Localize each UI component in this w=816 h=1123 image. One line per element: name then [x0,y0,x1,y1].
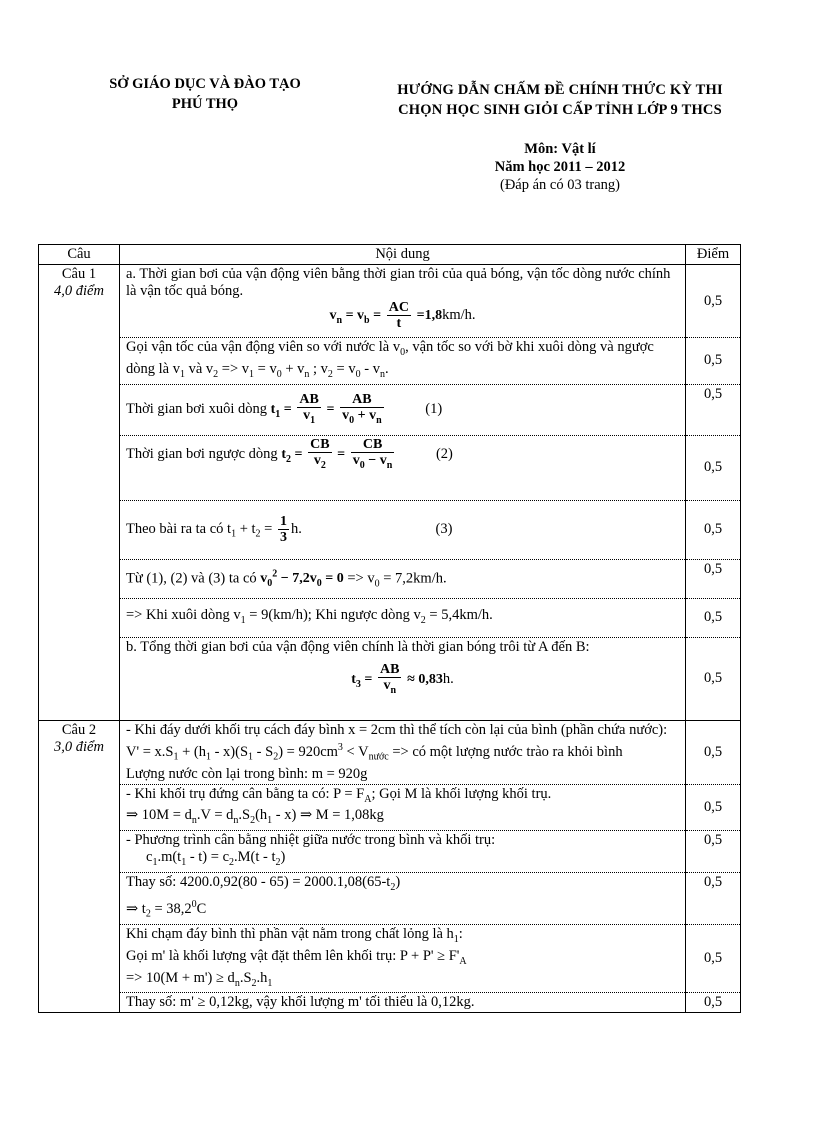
q1-r3-text: Thời gian bơi xuôi dòng [126,401,267,418]
content-cell: Khi chạm đáy bình thì phần vật nằm trong chất lỏng là $h_1$: Gọi m' là khối lượng vật đặt thêm lên khối trụ: $P + P' \ge F'_A$ => $10(M + m') \ge d_n.S_2.h_1$ [120,924,686,993]
pages-note: (Đáp án có 03 trang) [500,177,620,193]
q1-r1-text: a. Thời gian bơi của vận động viên bằng thời gian trôi của quả bóng, vận tốc dòng nước chính là vận tốc quả bóng. [126,266,671,299]
score-cell: 0,5 [686,720,741,784]
question-1-label: Câu 1 [61,266,97,282]
org-line-1: SỞ GIÁO DỤC VÀ ĐÀO TẠO [109,76,301,92]
fraction: $\frac{AC}{t}$ [388,300,409,331]
table-row [39,924,741,993]
col-header-content: Nội dung [120,245,686,265]
content-cell: - Khi đáy dưới khối trụ cách đáy bình x = 2cm thì thể tích còn lại của bình (phần chứa nước): $V' = x.S_1 + (h_1 - x)(S_1 - S_2) = 920cm^3 < V_{nước}$ => có một lượng nước trào ra khỏi bình Lượng nước còn lại trong bình: m = 920g [120,720,686,784]
table-header-row [39,245,741,265]
table-row [39,993,741,1013]
table-row [39,598,741,637]
q1-r4-text: Thời gian bơi ngược dòng [126,446,278,463]
score-cell: 0,5 [686,435,741,500]
exam-info [430,140,690,194]
table-row [39,384,741,435]
content-cell: Theo bài ra ta có $t_1 + t_2$ = $\frac{1}{3}$ h. (3) [120,500,686,559]
table-row [39,500,741,559]
score-cell: 0,5 [686,993,741,1013]
col-header-score: Điểm [686,245,741,265]
content-cell [120,637,686,720]
question-1-cell [39,265,120,721]
score-cell: 0,5 [686,637,741,720]
score-cell: 0,5 [686,338,741,385]
content-cell: Thời gian bơi ngược dòng $t_2$ = $\frac{CB}{v_2}$ = $\frac{CB}{v_0 - v_n}$ (2) [120,435,686,500]
q1-r8-text: b. Tổng thời gian bơi của vận động viên chính là thời gian bóng trôi từ A đến B: [126,638,590,655]
grading-table [38,244,741,1013]
content-cell [120,265,686,338]
equation-tag-2: (2) [435,446,453,463]
table-row [39,831,741,873]
content-cell: Thay số: $4200.0,92(80 - 65) = 2000.1,08(65-t_2)$ ⇒ $t_2 = 38,2^0C$ [120,873,686,925]
subject-label: Môn: Vật lí [524,141,596,157]
equation-tag-1: (1) [425,401,443,418]
org-line-2: PHÚ THỌ [171,96,239,112]
score-cell: 0,5 [686,784,741,831]
q1-r8-formula: $t_3$ = $\frac{AB}{v_n}$ ≈ 0,83h. [351,661,454,696]
equation-tag-3: (3) [435,521,453,538]
title-line-1: HƯỚNG DẪN CHẤM ĐỀ CHÍNH THỨC KỲ THI [397,82,723,98]
content-cell: Thay số: m' ≥ 0,12kg, vậy khối lượng m' tối thiểu là 0,12kg. [120,993,686,1013]
score-cell: 0,5 [686,598,741,637]
table-row [39,559,741,598]
title-line-2: CHỌN HỌC SINH GIỎI CẤP TỈNH LỚP 9 THCS [398,102,722,118]
score-cell: 0,5 [686,559,741,598]
table-row [39,784,741,831]
col-header-question: Câu [39,245,120,265]
score-cell: 0,5 [686,924,741,993]
question-2-cell [39,720,120,1013]
score-cell: 0,5 [686,500,741,559]
question-1-points: 4,0 điểm [54,283,104,299]
question-2-points: 3,0 điểm [54,738,104,755]
question-2-label: Câu 2 [61,721,97,738]
issuing-organization [70,74,340,114]
content-cell: Từ (1), (2) và (3) ta có $v_0^2 - 7,2v_0 = 0 => v_0 = 7,2km/h$. [120,559,686,598]
content-cell: - Phương trình cân bằng nhiệt giữa nước trong bình và khối trụ: $c_1.m(t_1 - t) = c_2.M(t - t_2)$ [120,831,686,873]
document-title [350,80,770,120]
table-row [39,338,741,385]
content-cell: Thời gian bơi xuôi dòng $t_1$ = $\frac{AB}{v_1}$ = $\frac{AB}{v_0 + v_n}$ (1) [120,384,686,435]
content-cell: - Khi khối trụ đứng cân bằng ta có: $P = F_A$; Gọi M là khối lượng khối trụ. ⇒ $10M = d_n.V = d_n.S_2(h_1 - x)$ ⇒ M = 1,08kg [120,784,686,831]
score-cell: 0,5 [686,873,741,925]
year-label: Năm học 2011 – 2012 [494,159,626,175]
q1-r1-formula: $v_n = v_b$ = $\frac{AC}{t}$ =1,8km/h. [329,300,476,331]
table-row [39,435,741,500]
table-row [39,265,741,338]
score-cell: 0,5 [686,831,741,873]
table-row [39,720,741,784]
content-cell: Gọi vận tốc của vận động viên so với nước là $v_0$, vận tốc so với bờ khi xuôi dòng và ngược dòng là $v_1$ và $v_2 => v_1 = v_0 + v_n$ ; $v_2 = v_0 - v_n$. [120,338,686,385]
table-row [39,637,741,720]
score-cell: 0,5 [686,384,741,435]
table-row [39,873,741,925]
content-cell: => Khi xuôi dòng $v_1 = 9(km/h)$; Khi ngược dòng $v_2 = 5,4km/h$. [120,598,686,637]
score-cell: 0,5 [686,265,741,338]
